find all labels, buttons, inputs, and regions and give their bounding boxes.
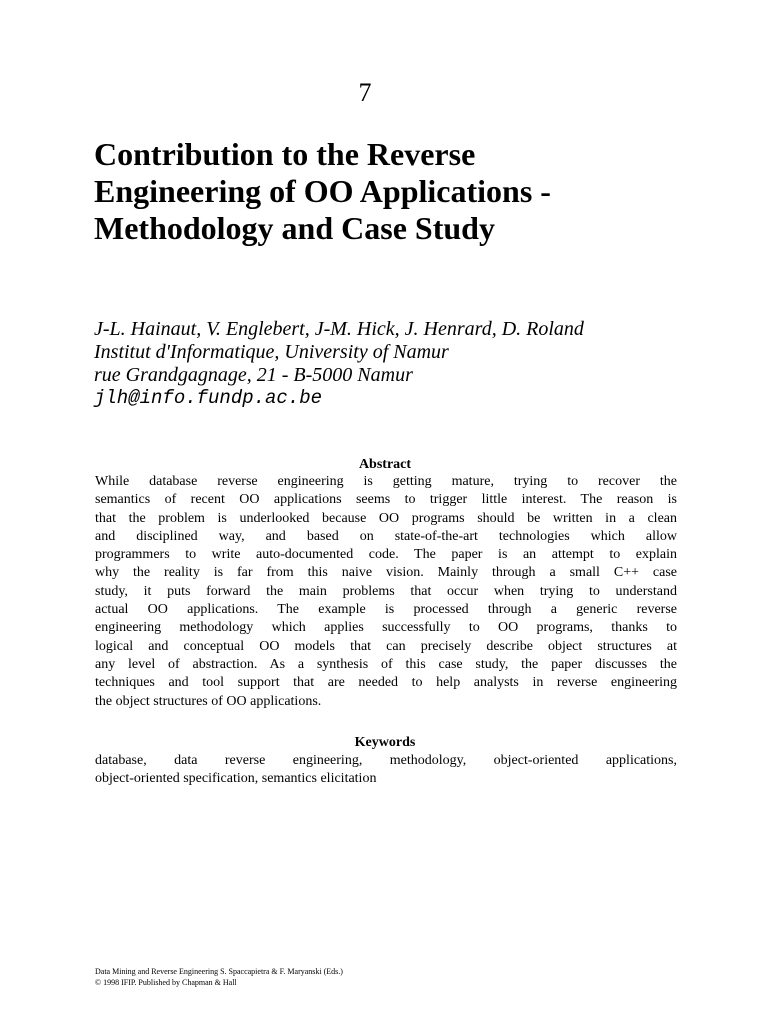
abstract-line: study, it puts forward the main problems that occur when trying to understand — [95, 583, 677, 599]
keywords-heading: Keywords — [354, 735, 416, 750]
institution: Institut d'Informatique, University of Namur — [94, 341, 449, 363]
paper-title — [94, 136, 714, 247]
abstract-heading: Abstract — [358, 457, 412, 472]
abstract-line: actual OO applications. The example is processed through a generic reverse — [95, 602, 677, 618]
address: rue Grandgagnage, 21 - B-5000 Namur — [94, 364, 413, 386]
title-line: Contribution to the Reverse — [94, 136, 476, 172]
abstract-line: why the reality is far from this naive vision. Mainly through a small C++ case — [95, 565, 677, 581]
abstract-line: programmers to write auto-documented code. The paper is an attempt to explain — [95, 547, 677, 563]
footer-line: © 1998 IFIP. Published by Chapman & Hall — [95, 978, 237, 987]
abstract-line: While database reverse engineering is getting mature, trying to recover the — [95, 474, 677, 489]
abstract-line: techniques and tool support that are needed to help analysts in reverse engineering — [95, 675, 677, 691]
author-info — [94, 318, 694, 410]
title-line: Engineering of OO Applications - — [94, 173, 551, 209]
abstract-line: engineering methodology which applies successfully to OO programs, thanks to — [95, 620, 677, 636]
chapter-number: 7 — [358, 78, 372, 107]
footer-line: Data Mining and Reverse Engineering S. Spaccapietra & F. Maryanski (Eds.) — [95, 967, 343, 976]
abstract-line: any level of abstraction. As a synthesis of this case study, the paper discusses the — [95, 656, 677, 672]
authors: J-L. Hainaut, V. Englebert, J-M. Hick, J. Henrard, D. Roland — [94, 318, 584, 340]
keywords-line: object-oriented specification, semantics elicitation — [95, 771, 377, 787]
title-line: Methodology and Case Study — [94, 210, 495, 246]
keywords-body — [95, 752, 677, 789]
publication-footer — [95, 966, 495, 988]
abstract-body — [95, 473, 677, 711]
email-address: jlh@info.fundp.ac.be — [94, 387, 323, 409]
abstract-line: semantics of recent OO applications seems to trigger little interest. The reason is — [95, 492, 677, 508]
abstract-line: the object structures of OO applications. — [95, 693, 322, 709]
keywords-line: database, data reverse engineering, methodology, object-oriented applications, — [95, 753, 677, 768]
abstract-line: logical and conceptual OO models that can precisely describe object structures at — [95, 638, 677, 654]
abstract-line: that the problem is underlooked because OO programs should be written in a clean — [95, 510, 677, 526]
abstract-line: and disciplined way, and based on state-of-the-art technologies which allow — [95, 528, 677, 544]
